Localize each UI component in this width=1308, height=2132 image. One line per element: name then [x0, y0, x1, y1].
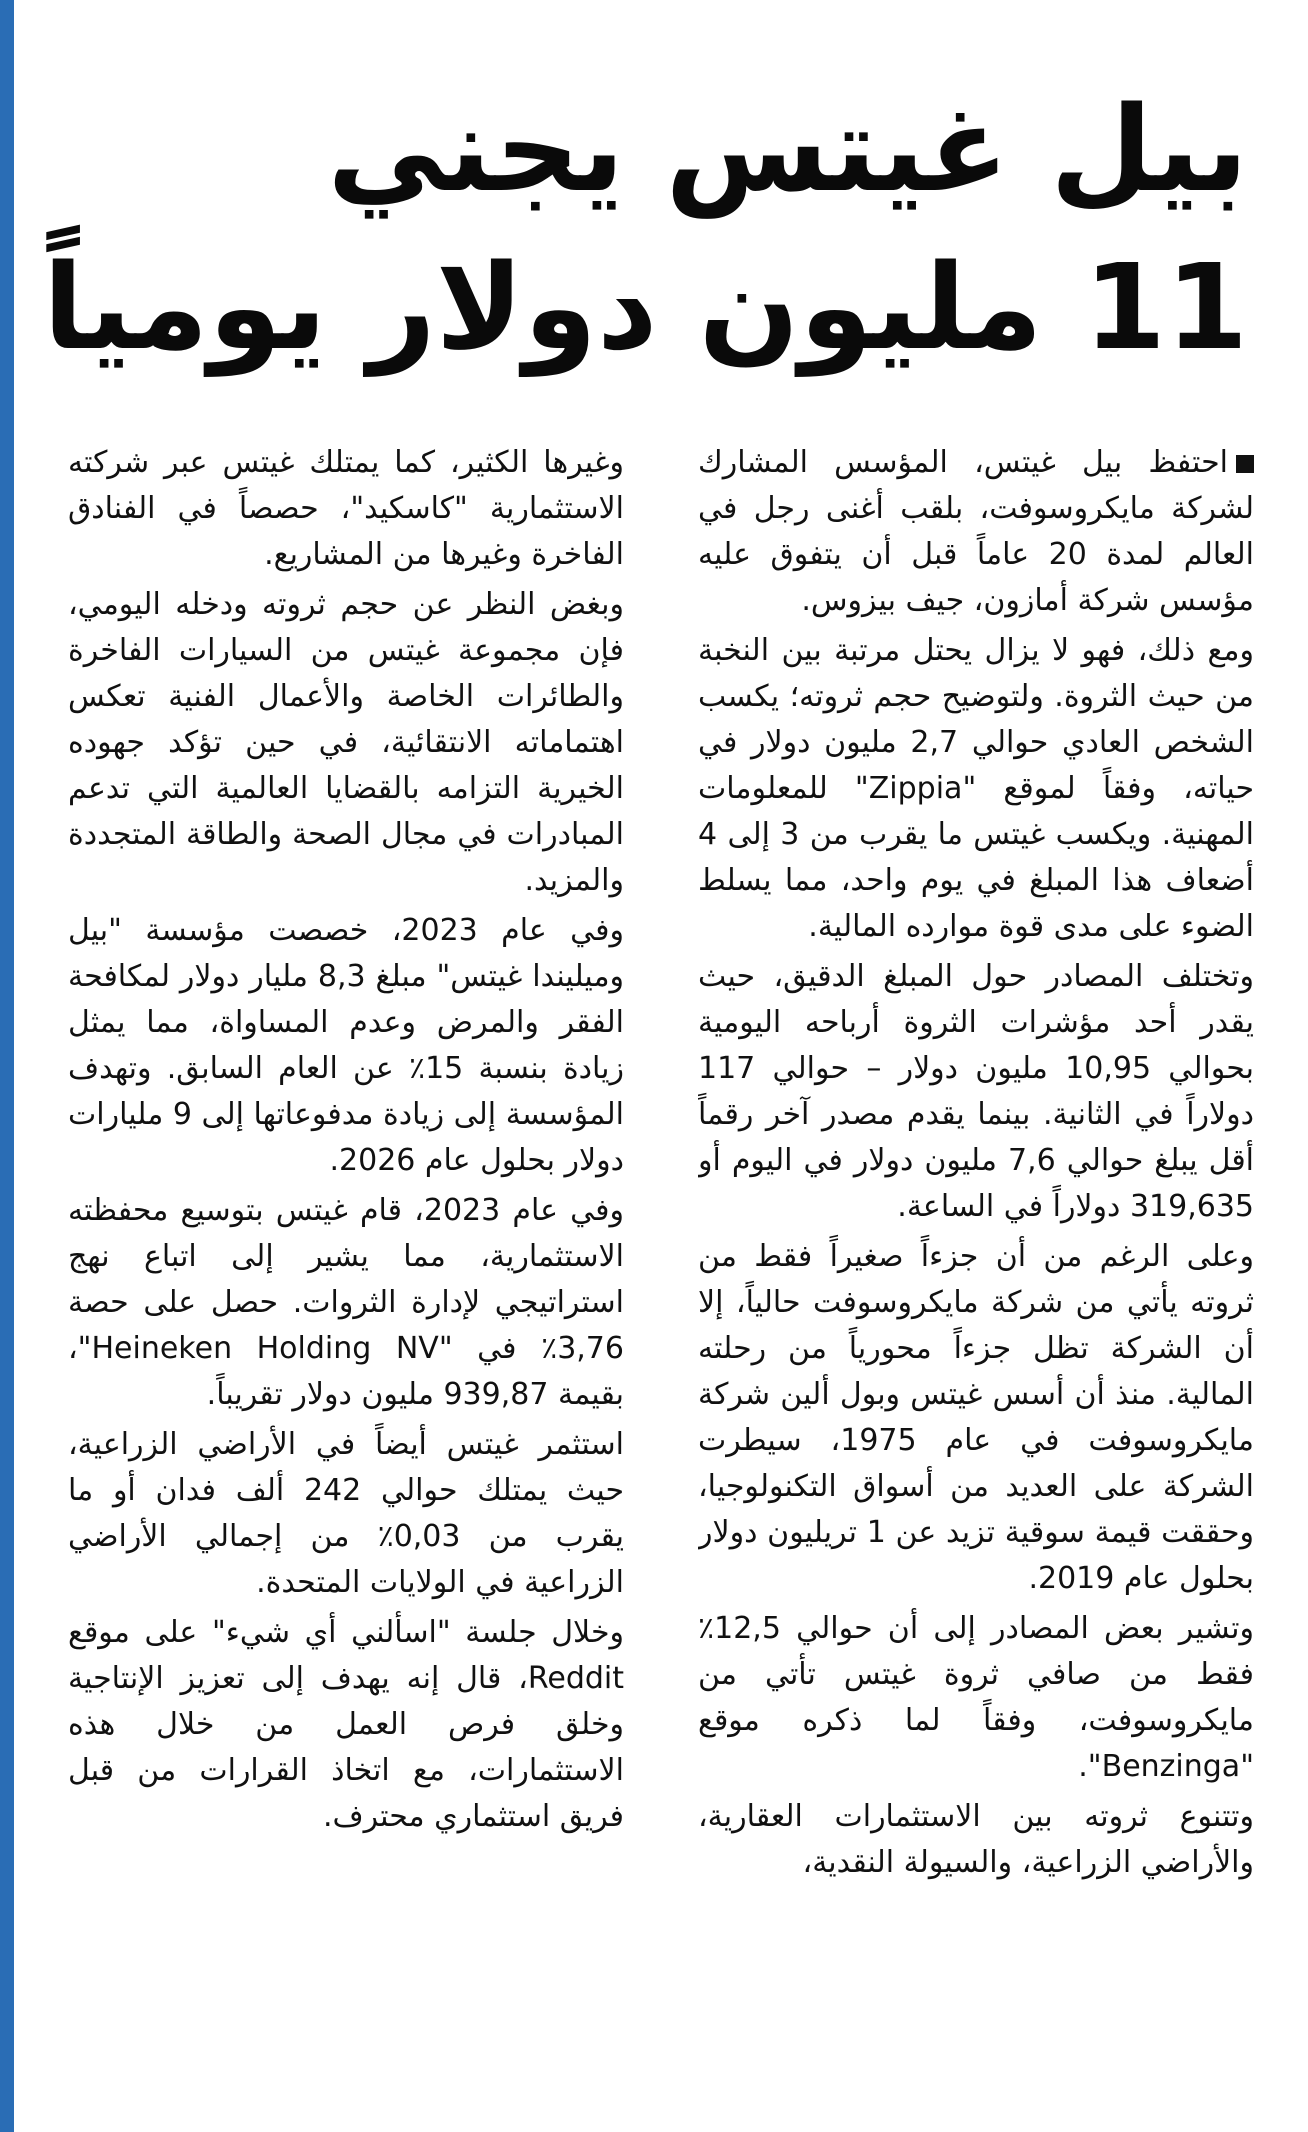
- headline-line-2: 11 مليون دولار يومياً: [42, 238, 1248, 376]
- paragraph: وتتنوع ثروته بين الاستثمارات العقارية، والأراضي الزراعية، والسيولة النقدية،: [698, 1799, 1254, 1880]
- paragraph: وفي عام 2023، خصصت مؤسسة "بيل وميليندا غيتس" مبلغ 8,3 مليار دولار لمكافحة الفقر والمرض وعدم المساواة، مما يمثل زيادة بنسبة 15٪ عن العام السابق. وتهدف المؤسسة إلى زيادة مدفوعاتها إلى 9 مليارات دولار بحلول عام 2026.: [68, 913, 624, 1178]
- paragraph: وبغض النظر عن حجم ثروته ودخله اليومي، فإن مجموعة غيتس من السيارات الفاخرة والطائرات الخاصة والأعمال الفنية تعكس اهتماماته الانتقائية، في حين تؤكد جهوده الخيرية التزامه بالقضايا العالمية التي تدعم المبادرات في مجال الصحة والطاقة المتجددة والمزيد.: [68, 587, 624, 898]
- paragraph-text: احتفظ بيل غيتس، المؤسس المشارك لشركة مايكروسوفت، بلقب أغنى رجل في العالم لمدة 20 عاماً قبل أن يتفوق عليه مؤسس شركة أمازون، جيف بيزوس.: [698, 445, 1254, 618]
- headline: [42, 70, 1248, 386]
- headline-line-1: بيل غيتس يجني: [327, 80, 1248, 218]
- article-column-left: [68, 440, 624, 2100]
- paragraph: وفي عام 2023، قام غيتس بتوسيع محفظته الاستثمارية، مما يشير إلى اتباع نهج استراتيجي لإدارة الثروات. حصل على حصة 3,76٪ في "Heineken Holding NV"، بقيمة 939,87 مليون دولار تقريباً.: [68, 1193, 624, 1412]
- paragraph: وغيرها الكثير، كما يمتلك غيتس عبر شركته الاستثمارية "كاسكيد"، حصصاً في الفنادق الفاخرة وغيرها من المشاريع.: [68, 445, 624, 572]
- paragraph: [698, 440, 1254, 624]
- paragraph: ومع ذلك، فهو لا يزال يحتل مرتبة بين النخبة من حيث الثروة. ولتوضيح حجم ثروته؛ يكسب الشخص العادي حوالي 2,7 مليون دولار في حياته، وفقاً لموقع "Zippia" للمعلومات المهنية. ويكسب غيتس ما يقرب من 3 إلى 4 أضعاف هذا المبلغ في يوم واحد، مما يسلط الضوء على مدى قوة موارده المالية.: [698, 633, 1254, 944]
- paragraph: وتختلف المصادر حول المبلغ الدقيق، حيث يقدر أحد مؤشرات الثروة أرباحه اليومية بحوالي 10,95 مليون دولار – حوالي 117 دولاراً في الثانية. بينما يقدم مصدر آخر رقماً أقل يبلغ حوالي 7,6 مليون دولار في اليوم أو 319,635 دولاراً في الساعة.: [698, 959, 1254, 1224]
- paragraph: وخلال جلسة "اسألني أي شيء" على موقع Reddit، قال إنه يهدف إلى تعزيز الإنتاجية وخلق فرص العمل من خلال هذه الاستثمارات، مع اتخاذ القرارات من قبل فريق استثماري محترف.: [68, 1615, 624, 1834]
- paragraph: وتشير بعض المصادر إلى أن حوالي 12,5٪ فقط من صافي ثروة غيتس تأتي من مايكروسوفت، وفقاً لما ذكره موقع "Benzinga".: [698, 1611, 1254, 1784]
- paragraph: وعلى الرغم من أن جزءاً صغيراً فقط من ثروته يأتي من شركة مايكروسوفت حالياً، إلا أن الشركة تظل جزءاً محورياً من رحلته المالية. منذ أن أسس غيتس وبول ألين شركة مايكروسوفت في عام 1975، سيطرت الشركة على العديد من أسواق التكنولوجيا، وحققت قيمة سوقية تزيد عن 1 تريليون دولار بحلول عام 2019.: [698, 1239, 1254, 1596]
- bullet-square-icon: [1236, 455, 1254, 473]
- paragraph: استثمر غيتس أيضاً في الأراضي الزراعية، حيث يمتلك حوالي 242 ألف فدان أو ما يقرب من 0,03٪ من إجمالي الأراضي الزراعية في الولايات المتحدة.: [68, 1427, 624, 1600]
- article-column-right: [698, 440, 1254, 2100]
